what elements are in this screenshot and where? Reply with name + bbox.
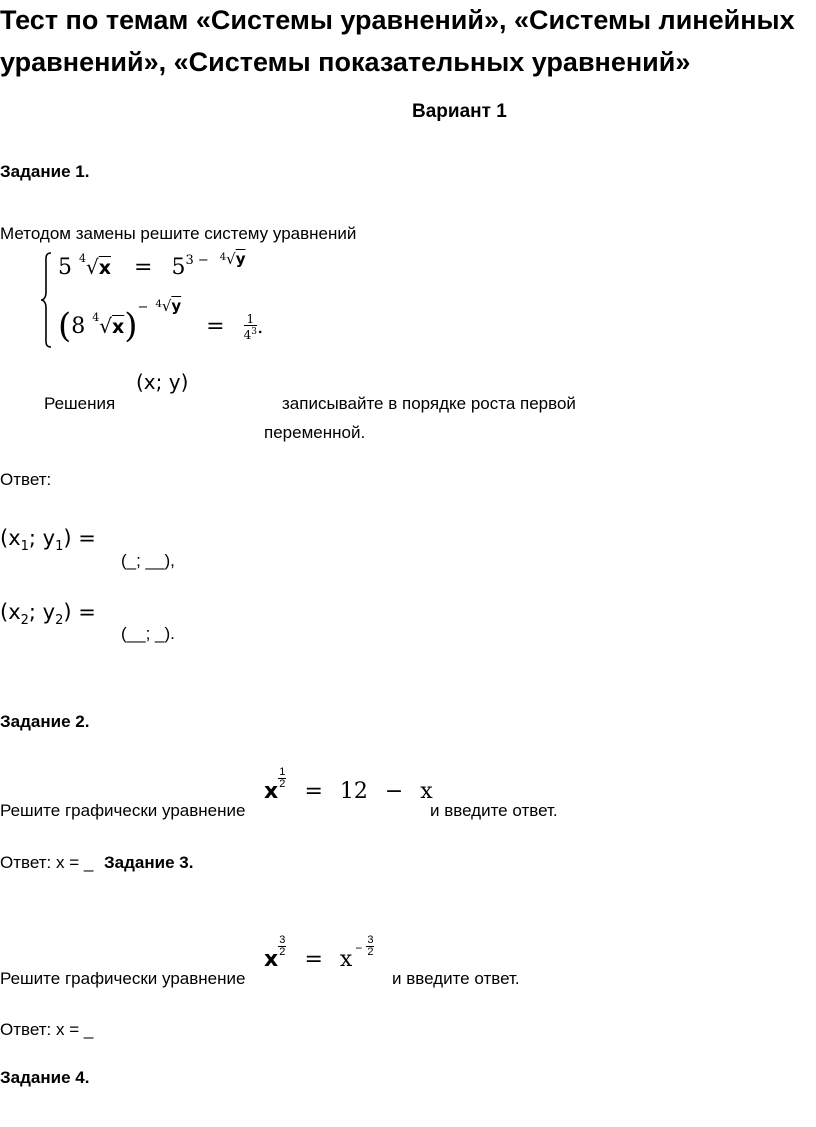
task-2-base: x [264,779,279,804]
system-equation-2 [58,297,264,346]
pair-xy-label: (x; y) [136,370,189,394]
answer-2-mid: ; y [28,600,56,624]
eq2-root-index: 4 [92,311,100,324]
task-2-suffix: и введите ответ. [430,801,558,820]
eq2-exponent-sign: − [137,300,149,315]
task-2-equation [264,765,433,804]
radical-icon: √ [99,314,113,338]
radical-icon: √ [226,250,236,268]
variant-heading: Вариант 1 [412,101,507,122]
open-paren-icon: ( [58,306,72,346]
solutions-instruction-line-2: переменной. [264,423,366,442]
solutions-instruction-line-1: записывайте в порядке роста первой [282,394,576,413]
task-3-answer[interactable]: Ответ: x = _ [0,1020,94,1039]
eq1-rhs-root-index: 4 [219,252,227,263]
answer-1-pair [0,526,100,554]
eq1-rhs-exponent: 3 − [185,253,209,268]
answer-1-open: (x [0,526,21,550]
task-3-instruction: Решите графически уравнение [0,969,246,988]
eq2-exponent-radicand: y [171,297,182,315]
task-3-exponent-num: 3 [279,933,286,946]
solutions-word: Решения [44,394,116,413]
task-3-exponent2 [366,935,374,958]
answer-2-close: ) = [63,600,96,624]
task-3-base: x [264,947,279,972]
task-2-exponent-den: 2 [279,777,286,790]
eq2-fraction-numerator: 1 [244,313,257,326]
eq1-lhs-radicand: x [98,257,112,279]
radical-icon: √ [161,297,172,315]
task-1-instruction: Методом замены решите систему уравнений [0,224,357,243]
task-1-answer-label: Ответ: [0,470,52,489]
document-title-line-1: Тест по темам «Системы уравнений», «Системы линейных [0,5,795,35]
eq2-base: 8 [71,314,86,339]
task-3-equation [264,933,374,972]
system-brace [40,252,52,348]
eq2-radicand: x [112,316,125,338]
eq1-equals: = [134,255,153,280]
eq1-lhs-base: 5 [58,255,72,280]
eq2-fraction-denominator-base: 4 [243,328,252,342]
answer-1-blank[interactable]: (_; __), [121,551,175,570]
answer-2-sub-x: 2 [20,613,29,629]
task-3-heading: Задание 3. [104,853,194,872]
task-3-exponent2-num: 3 [367,933,374,946]
answer-2-blank[interactable]: (__; _). [121,624,175,643]
task-2-instruction: Решите графически уравнение [0,801,246,820]
document-title-line-2: уравнений», «Системы показательных уравнений» [0,47,691,77]
task-3-exponent2-den: 2 [367,945,374,958]
eq2-exponent-root-index: 4 [155,299,162,310]
answer-2-open: (x [0,600,21,624]
eq1-lhs-root-index: 4 [79,252,86,265]
system-equation-1 [58,250,246,280]
task-3-exponent-den: 2 [279,945,286,958]
eq1-rhs-radicand: y [235,250,246,268]
eq1-rhs-base: 5 [171,255,186,280]
task-2-equation-rest: = 12 − x [304,779,433,804]
eq2-fraction-denominator-exponent: 3 [251,327,257,337]
task-2-heading: Задание 2. [0,712,90,731]
eq2-end-period: . [256,314,264,338]
task-3-exponent2-sign: − [355,941,363,955]
task-3-exponent [278,935,286,958]
task-3-suffix: и введите ответ. [392,969,520,988]
answer-1-mid: ; y [28,526,56,550]
answer-1-sub-y: 1 [55,539,64,555]
eq2-fraction [244,313,257,341]
task-3-equation-mid: = x [304,947,353,972]
task-2-answer[interactable]: Ответ: x = _ [0,853,94,872]
radical-icon: √ [86,255,99,279]
answer-1-close: ) = [63,526,96,550]
eq2-equals: = [206,314,225,339]
close-paren-icon: ) [124,306,138,346]
answer-2-pair [0,600,100,628]
task-2-exponent [278,767,286,790]
answer-2-sub-y: 2 [55,613,64,629]
task-2-exponent-num: 1 [279,765,286,778]
task-1-heading: Задание 1. [0,162,90,181]
task-4-heading: Задание 4. [0,1068,90,1087]
answer-1-sub-x: 1 [20,539,29,555]
